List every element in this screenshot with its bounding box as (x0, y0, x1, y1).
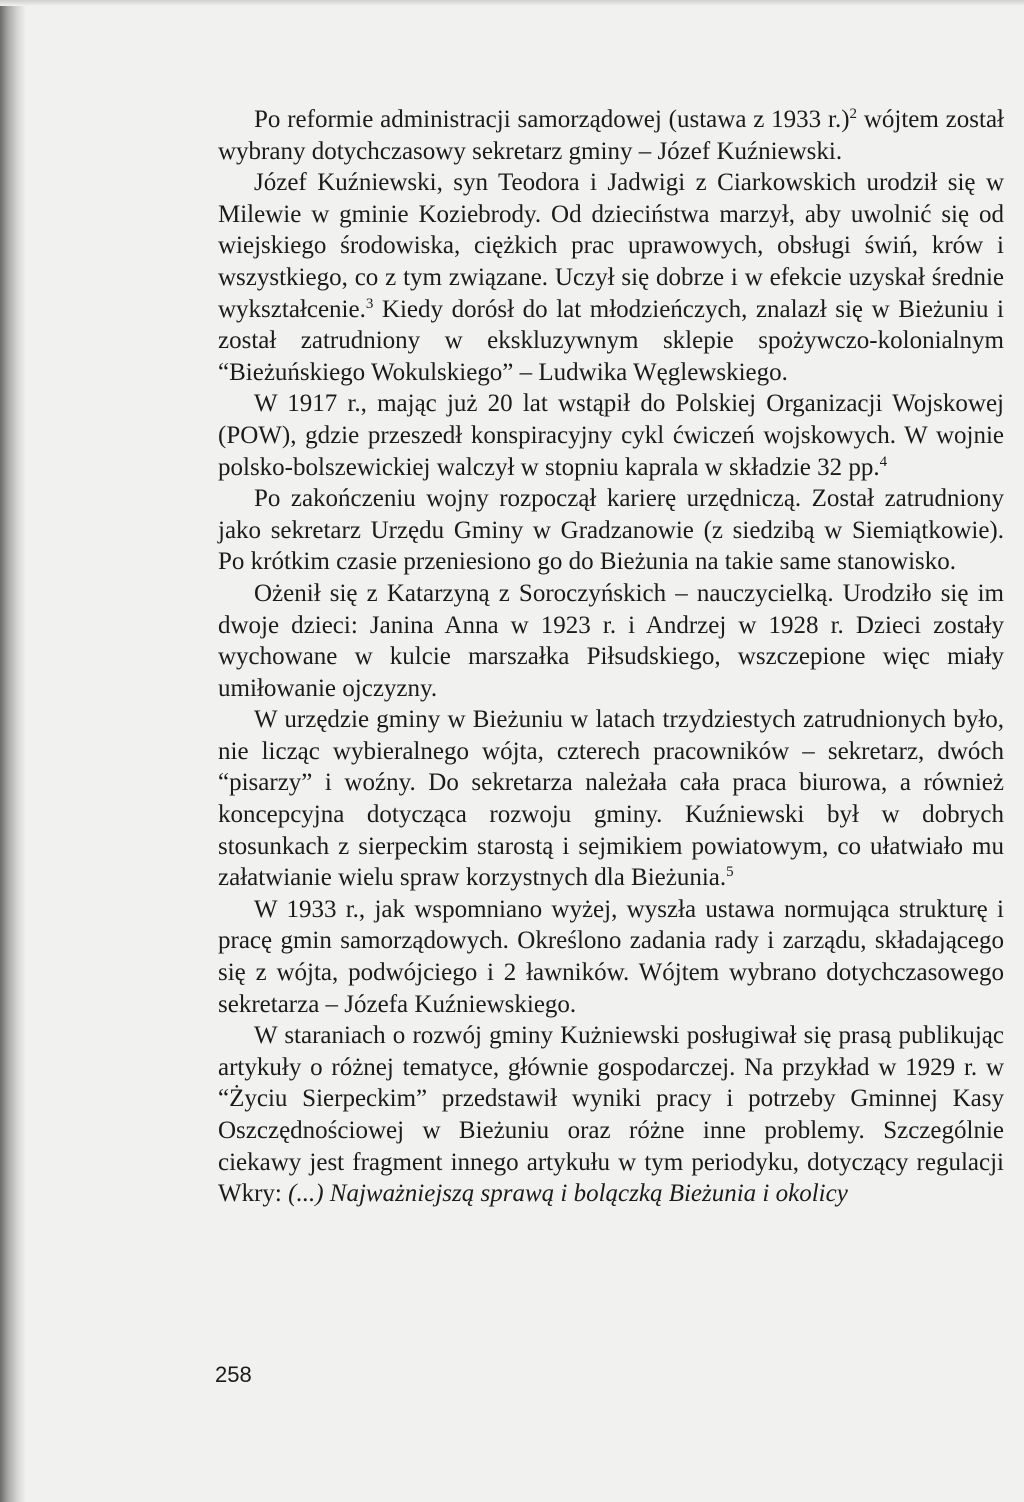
text-run: Kiedy dorósł do lat młodzieńczych, znalazł się w Bieżuniu i został zatrudniony w ekskluzywnym sklepie spożywczo-kolonialnym “Bieżuńskiego Wokulskiego” – Ludwika Węglewskiego. (218, 295, 1004, 386)
italic-quote: (...) Najważniejszą sprawą i bolączką Bieżunia i okolicy (288, 1180, 848, 1208)
page-number: 258 (215, 1362, 252, 1387)
paragraph (218, 388, 1004, 483)
text-run: Po reformie administracji samorządowej (ustawa z 1933 r.) (254, 106, 850, 133)
text-run: W 1917 r., mając już 20 lat wstąpił do Polskiej Organizacji Wojskowej (POW), gdzie przeszedł konspiracyjny cykl ćwiczeń wojskowych. W wojnie polsko-bolszewickiej walczył w stopniu kaprala w składzie 32 pp. (218, 390, 1004, 481)
text-run: Po zakończeniu wojny rozpoczął karierę urzędniczą. Został zatrudniony jako sekretarz Urzędu Gminy w Gradzanowie (z siedzibą w Siemiątkowie). Po krótkim czasie przeniesiono go do Bieżunia na takie same stanowisko. (218, 485, 1004, 576)
text-run: W urzędzie gminy w Bieżuniu w latach trzydziestych zatrudnionych było, nie licząc wybieralnego wójta, czterech pracowników – sekretarz, dwóch “pisarzy” i woźny. Do sekretarza należała cała praca biurowa, a również koncepcyjna dotycząca rozwoju gminy. Kuźniewski był w dobrych stosunkach z sierpeckim starostą i sejmikiem powiatowym, co ułatwiało mu załatwianie wielu spraw korzystnych dla Bieżunia. (218, 706, 1004, 892)
paragraph (218, 483, 1004, 578)
text-run: Ożenił się z Katarzyną z Soroczyńskich – nauczycielką. Urodziło się im dwoje dzieci: Janina Anna w 1923 r. i Andrzej w 1928 r. Dzieci zostały wychowane w kulcie marszałka Piłsudskiego, wszczepione więc miały umiłowanie ojczyzny. (218, 579, 1004, 702)
paragraph (218, 704, 1004, 894)
text-run: W staraniach o rozwój gminy Kużniewski posługiwał się prasą publikując artykuły o różnej tematyce, głównie gospodarczej. Na przykład w 1929 r. w “Życiu Sierpeckim” przedstawił wyniki pracy i potrzeby Gminnej Kasy Oszczędnościowej w Bieżuniu oraz różne inne problemy. Szczególnie ciekawy jest fragment innego artykułu w tym periodyku, dotyczący regulacji Wkry: (218, 1022, 1004, 1208)
footnote-ref: 5 (726, 864, 734, 881)
body-text (218, 104, 1004, 1210)
text-run: W 1933 r., jak wspomniano wyżej, wyszła ustawa normująca strukturę i pracę gmin samorządowych. Określono zadania rady i zarządu, składającego się z wójta, podwójciego i 2 ławników. Wójtem wybrano dotychczasowego sekretarza – Józefa Kuźniewskiego. (218, 895, 1004, 1018)
paragraph (218, 894, 1004, 1020)
binding-shadow (0, 0, 26, 1502)
paragraph (218, 578, 1004, 704)
paragraph (218, 104, 1004, 167)
paragraph (218, 167, 1004, 388)
text-run: Józef Kuźniewski, syn Teodora i Jadwigi z Ciarkowskich urodził się w Milewie w gminie Koziebrody. Od dzieciństwa marzył, aby uwolnić się od wiejskiego środowiska, ciężkich prac uprawowych, obsługi świń, krów i wszystkiego, co z tym związane. Uczył się dobrze i w efekcie uzyskał średnie wykształcenie. (218, 169, 1004, 323)
paragraph (218, 1020, 1004, 1210)
footnote-ref: 3 (365, 295, 374, 312)
footnote-ref: 2 (849, 106, 858, 122)
text-run: wójtem został wybrany dotychczasowy sekretarz gminy – Józef Kuźniewski. (218, 106, 1004, 165)
footnote-ref: 4 (879, 453, 888, 470)
page-top-edge (0, 0, 1024, 6)
